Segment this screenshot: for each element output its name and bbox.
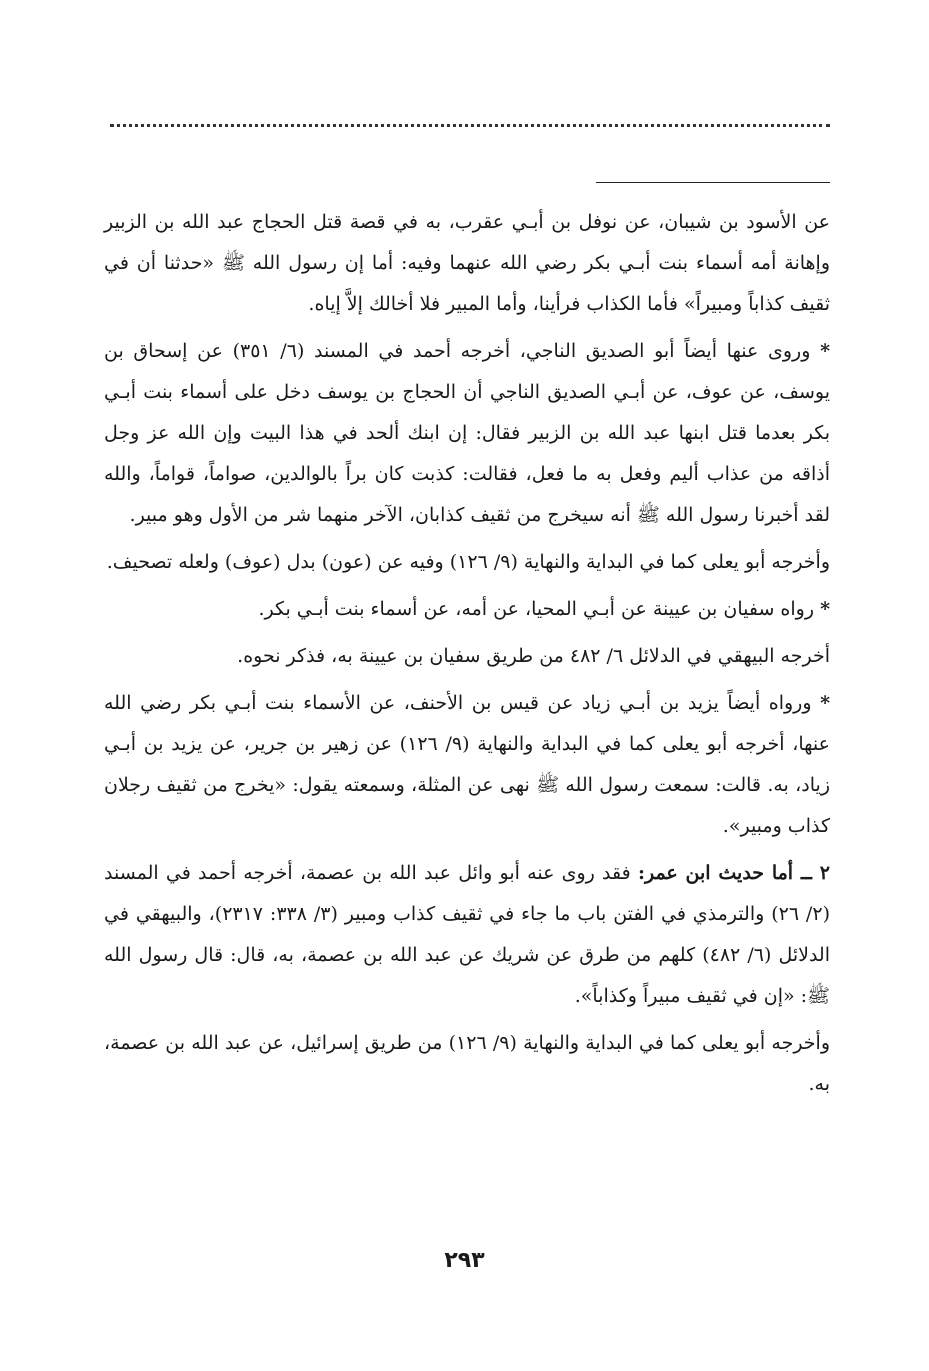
section-lead: ٢ ــ أما حديث ابن عمر:	[637, 862, 831, 884]
paragraph-text: وروى عنها أيضاً أبو الصديق الناجي، أخرجه أحمد في المسند (٦/ ٣٥١) عن إسحاق بن يوسف، عن عوف، عن أبـي الصديق الناجي أن الحجاج بن يوسف دخل على أسماء بنت أبـي بكر بعدما قتل ابنها عبد الله بن الزبير فقال: إن ابنك ألحد في هذا البيت وإن الله عز وجل أذاقه من عذاب أليم وفعل به ما فعل، فقالت: كذبت كان براً بالوالدين، صواماً، قواماً، والله لقد أخبرنا رسول الله ﷺ أنه سيخرج من ثقيف كذابان، الآخر منهما شر من الأول وهو مبير.	[104, 340, 830, 526]
page-number: ٢٩٣	[444, 1248, 485, 1273]
star-marker: *	[820, 340, 830, 362]
star-marker: *	[820, 692, 830, 714]
paragraph-text: عن الأسود بن شيبان، عن نوفل بن أبـي عقرب، به في قصة قتل الحجاج عبد الله بن الزبير وإهانة أمه أسماء بنت أبـي بكر رضي الله عنهما وفيه: أما إن رسول الله ﷺ «حدثنا أن في ثقيف كذاباً ومبيراً» فأما الكذاب فرأينا، وأما المبير فلا أخالك إلاَّ إياه.	[104, 211, 831, 315]
paragraph-1	[104, 202, 830, 325]
paragraph-3	[104, 542, 830, 583]
paragraph-8	[104, 1023, 830, 1105]
paragraph-text: رواه سفيان بن عيينة عن أبـي المحيا، عن أمه، عن أسماء بنت أبـي بكر.	[258, 598, 815, 620]
star-marker: *	[820, 598, 830, 620]
page-body	[104, 202, 830, 1105]
paragraph-text: وأخرجه أبو يعلى كما في البداية والنهاية (٩/ ١٢٦) من طريق إسرائيل، عن عبد الله بن عصمة، به.	[104, 1032, 831, 1095]
paragraph-text: وأخرجه أبو يعلى كما في البداية والنهاية (٩/ ١٢٦) وفيه عن (عون) بدل (عوف) ولعله تصحيف.	[106, 551, 830, 573]
paragraph-2	[104, 331, 830, 536]
paragraph-7	[104, 853, 830, 1017]
paragraph-4	[104, 589, 830, 630]
paragraph-text: فقد روى عنه أبو وائل عبد الله بن عصمة، أخرجه أحمد في المسند (٢/ ٢٦) والترمذي في الفتن باب ما جاء في ثقيف كذاب ومبير (٣/ ٣٣٨: ٢٣١٧)، والبيهقي في الدلائل (٦/ ٤٨٢) كلهم من طرق عن شريك عن عبد الله بن عصمة، به، قال: قال رسول الله ﷺ: «إن في ثقيف مبيراً وكذاباً».	[104, 862, 830, 1007]
footnote-rule	[596, 182, 830, 183]
paragraph-5	[104, 636, 830, 677]
paragraph-6	[104, 683, 830, 847]
paragraph-text: أخرجه البيهقي في الدلائل ٦/ ٤٨٢ من طريق سفيان بن عيينة به، فذكر نحوه.	[237, 645, 830, 667]
dotted-separator	[110, 120, 830, 127]
paragraph-text: ورواه أيضاً يزيد بن أبـي زياد عن قيس بن الأحنف، عن الأسماء بنت أبـي بكر رضي الله عنها، أخرجه أبو يعلى كما في البداية والنهاية (٩/ ١٢٦) عن زهير بن جرير، عن يزيد بن أبـي زياد، به. قالت: سمعت رسول الله ﷺ نهى عن المثلة، وسمعته يقول: «يخرج من ثقيف رجلان كذاب ومبير».	[104, 692, 830, 837]
